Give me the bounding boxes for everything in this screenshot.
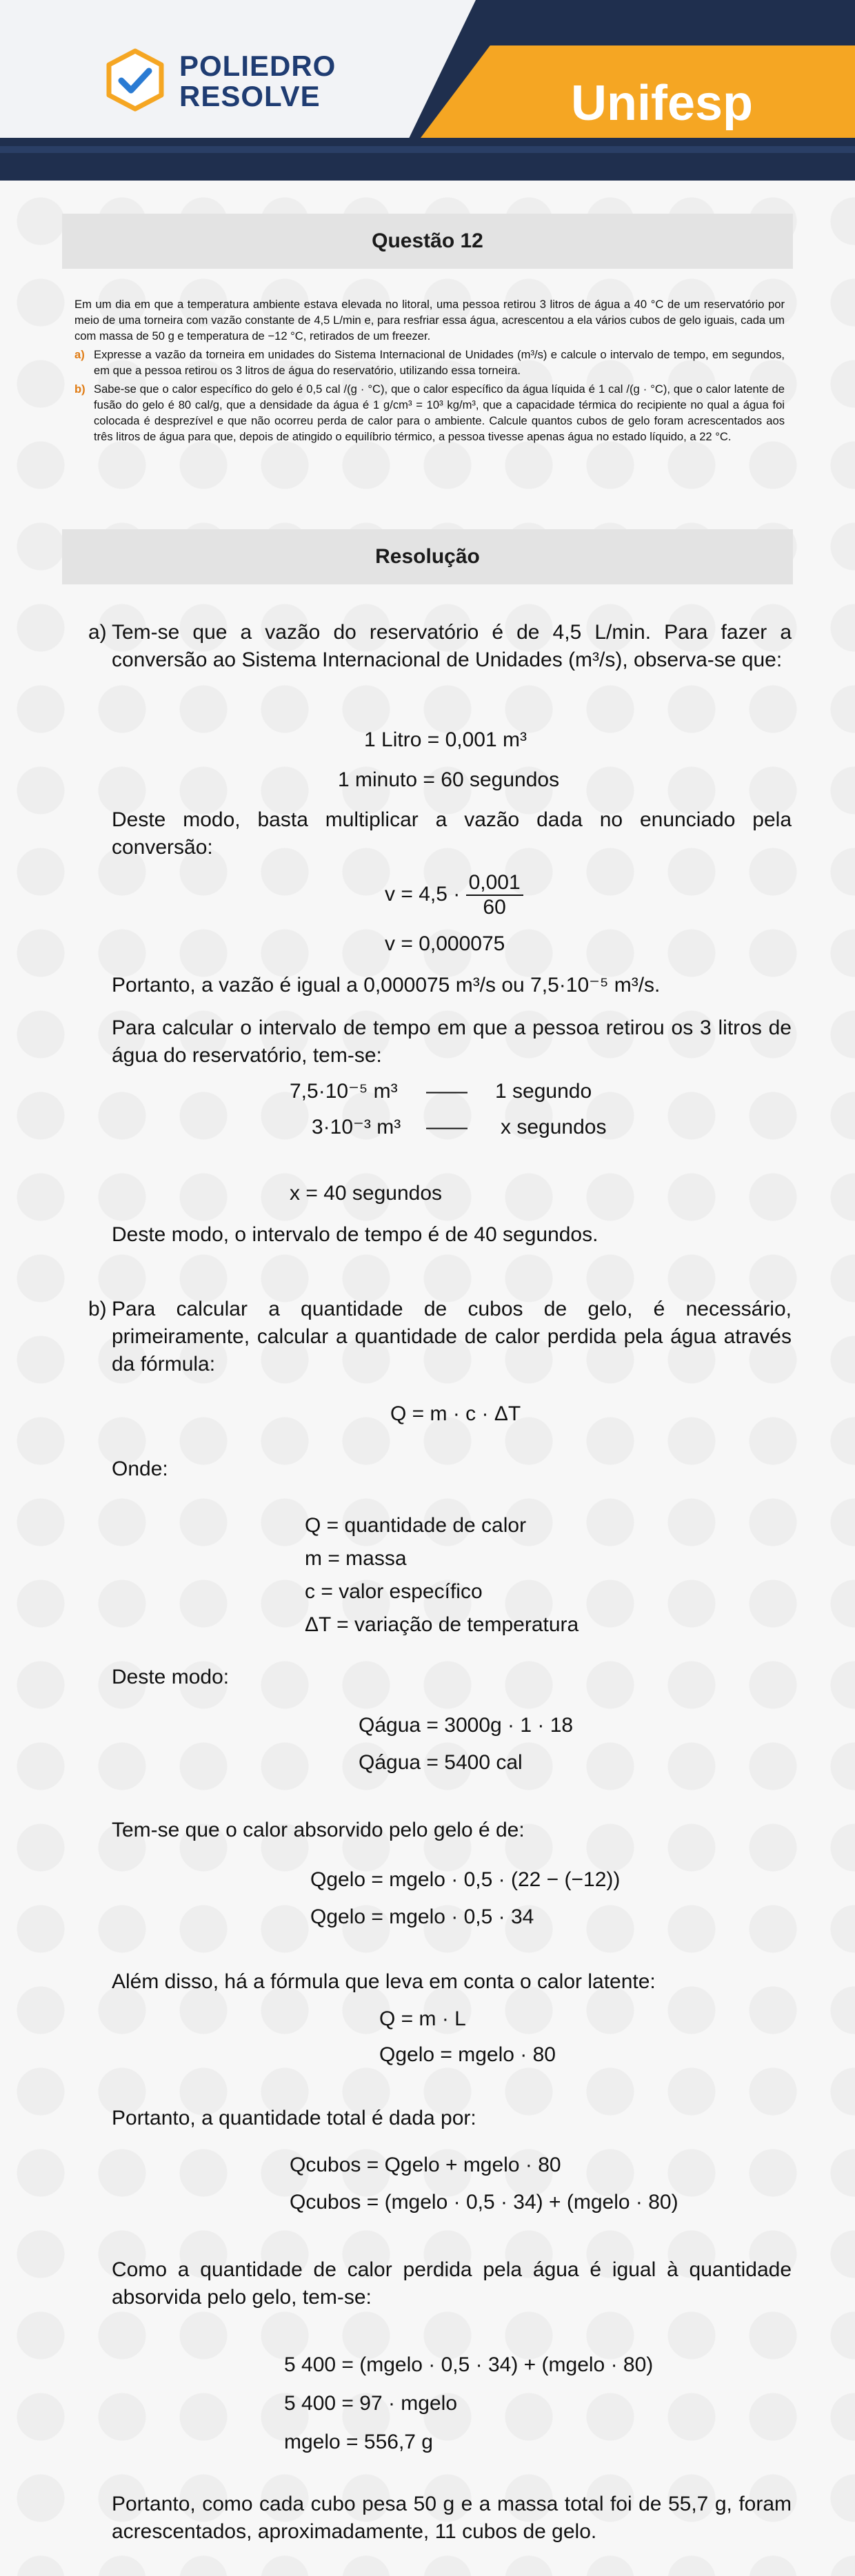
equation-final-2: 5 400 = 97 · mgelo <box>284 2392 458 2415</box>
resolution-a-paragraph-3-text: Portanto, a vazão é igual a 0,000075 m³/s ou 7,5·10⁻⁵ m³/s. <box>112 974 661 996</box>
equation-liter: 1 Litro = 0,001 m³ <box>364 728 527 751</box>
rule-of-three-row2-right: x segundos <box>501 1116 607 1138</box>
deste-modo-label: Deste modo: <box>112 1666 230 1688</box>
equation-q-ice-1: Qgelo = mgelo · 0,5 · (22 − (−12)) <box>310 1868 621 1891</box>
equation-q-water-1: Qágua = 3000g · 1 · 18 <box>359 1714 574 1737</box>
equation-q-water-2: Qágua = 5400 cal <box>359 1751 523 1774</box>
rule-of-three-row2-dash: —— <box>426 1116 467 1138</box>
equation-time-result: x = 40 segundos <box>290 1182 443 1205</box>
item-a-label: a) <box>74 348 85 361</box>
resolution-b-paragraph-4: Portanto, a quantidade total é dada por: <box>112 2107 476 2129</box>
question-title: Questão 12 <box>62 214 793 269</box>
rule-of-three-row1-left: 7,5·10⁻⁵ m³ <box>290 1080 398 1103</box>
flow-fraction-numerator: 0,001 <box>466 871 523 896</box>
flow-fraction <box>466 871 523 919</box>
rule-of-three-row1-dash: —— <box>426 1080 467 1103</box>
resolution-b-paragraph-6 <box>112 2491 792 2546</box>
resolution-a-paragraph-2-text: Deste modo, basta multiplicar a vazão dada no enunciado pela conversão: <box>112 808 792 859</box>
resolution-a-paragraph-2 <box>112 806 792 861</box>
resolution-b-intro <box>88 1296 792 1378</box>
resolution-a-paragraph-4 <box>112 1014 792 1070</box>
resolution-title: Resolução <box>62 529 793 584</box>
resolution-b-paragraph-1: Para calcular a quantidade de cubos de gelo, é necessário, primeiramente, calcular a quantidade de calor perdida pela água através da fórmula: <box>112 1298 792 1376</box>
equation-latent-1: Q = m · L <box>379 2007 466 2030</box>
resolution-a-paragraph-4-text: Para calcular o intervalo de tempo em que a pessoa retirou os 3 litros de água do reservatório, tem-se: <box>112 1016 792 1067</box>
question-text <box>74 296 785 444</box>
resolution-a-paragraph-5 <box>112 1221 792 1249</box>
logo-text <box>179 51 336 112</box>
equation-cubes-2: Qcubos = (mgelo · 0,5 · 34) + (mgelo · 80) <box>290 2191 678 2214</box>
resolution-a-paragraph-3 <box>112 972 792 999</box>
flow-fraction-left: v = 4,5 · <box>385 882 466 906</box>
question-intro: Em um dia em que a temperatura ambiente estava elevada no litoral, uma pessoa retirou 3 litros de água a 40 °C de um reservatório por meio de uma torneira com vazão constante de 4,5 L/min e, para resfriar essa água, acrescentou a ela vários cubos de gelo iguais, cada um com massa de 50 g e temperatura de −12 °C, retirados de um freezer. <box>74 298 785 343</box>
rule-of-three-row1-right: 1 segundo <box>495 1080 592 1103</box>
equation-final-3: mgelo = 556,7 g <box>284 2431 433 2453</box>
header-stripe <box>0 146 855 153</box>
resolution-a-paragraph-1: Tem-se que a vazão do reservatório é de 4,5 L/min. Para fazer a conversão ao Sistema Internacional de Unidades (m³/s), observa-se que: <box>112 621 792 671</box>
rule-of-three-row2-left: 3·10⁻³ m³ <box>312 1116 401 1138</box>
equation-final-1: 5 400 = (mgelo · 0,5 · 34) + (mgelo · 80) <box>284 2353 654 2376</box>
equation-heat-formula: Q = m · c · ΔT <box>390 1402 521 1425</box>
equation-flow-result: v = 0,000075 <box>385 932 505 955</box>
flow-fraction-denominator: 60 <box>483 896 506 919</box>
item-b-text: Sabe-se que o calor específico do gelo é 0,5 cal /(g · °C), que o calor específico da água líquida é 1 cal /(g · °C), que o calor latente de fusão do gelo é 80 cal/g, que a densidade da água é 1 g/cm³ = 10³ kg/m³, que a capacidade térmica do recipiente no qual a água foi colocada é desprezível e que não ocorreu perda de calor para o ambiente. Calcule quantos cubos de gelo foram acrescentados aos três litros de água para que, depois de atingido o equilíbrio térmico, a pessoa tivesse apenas água no estado líquido, a 22 °C. <box>94 382 785 443</box>
resolution-b-paragraph-3: Além disso, há a fórmula que leva em conta o calor latente: <box>112 1970 656 1993</box>
item-a-text: Expresse a vazão da torneira em unidades do Sistema Internacional de Unidades (m³/s) e calcule o intervalo de tempo, em segundos, em que a pessoa retirou os 3 litros de água do reservatório, utilizando essa torneira. <box>94 348 785 377</box>
resolution-b-paragraph-5-text: Como a quantidade de calor perdida pela água é igual à quantidade absorvida pelo gelo, tem-se: <box>112 2258 792 2309</box>
resolution-b-label: b) <box>88 1298 107 1320</box>
definition-c: c = valor específico <box>305 1580 483 1603</box>
resolution-b-paragraph-2: Tem-se que o calor absorvido pelo gelo é de: <box>112 1819 525 1841</box>
equation-flow-fraction <box>385 871 523 919</box>
equation-minute: 1 minuto = 60 segundos <box>338 768 560 791</box>
resolution-a-paragraph-5-text: Deste modo, o intervalo de tempo é de 40 segundos. <box>112 1223 598 1246</box>
header-banner <box>0 0 855 181</box>
onde-label: Onde: <box>112 1458 168 1480</box>
question-item-a <box>74 347 785 378</box>
poliedro-logo-icon <box>103 48 167 112</box>
logo-line-2: RESOLVE <box>179 80 321 112</box>
resolution-b-paragraph-6-text: Portanto, como cada cubo pesa 50 g e a massa total foi de 55,7 g, foram acrescentados, aproximadamente, 11 cubos de gelo. <box>112 2493 792 2543</box>
resolution-a-intro <box>88 619 792 674</box>
definition-delta-t: ΔT = variação de temperatura <box>305 1613 579 1636</box>
equation-q-ice-2: Qgelo = mgelo · 0,5 · 34 <box>310 1905 534 1928</box>
definition-q: Q = quantidade de calor <box>305 1514 527 1537</box>
resolution-a-label: a) <box>88 621 107 644</box>
brand-title: Unifesp <box>570 76 754 131</box>
logo-line-1: POLIEDRO <box>179 50 336 82</box>
item-b-label: b) <box>74 382 86 396</box>
equation-latent-2: Qgelo = mgelo · 80 <box>379 2043 556 2066</box>
equation-cubes-1: Qcubos = Qgelo + mgelo · 80 <box>290 2154 561 2176</box>
definition-m: m = massa <box>305 1547 407 1570</box>
resolution-b-paragraph-5 <box>112 2256 792 2311</box>
question-item-b <box>74 381 785 444</box>
